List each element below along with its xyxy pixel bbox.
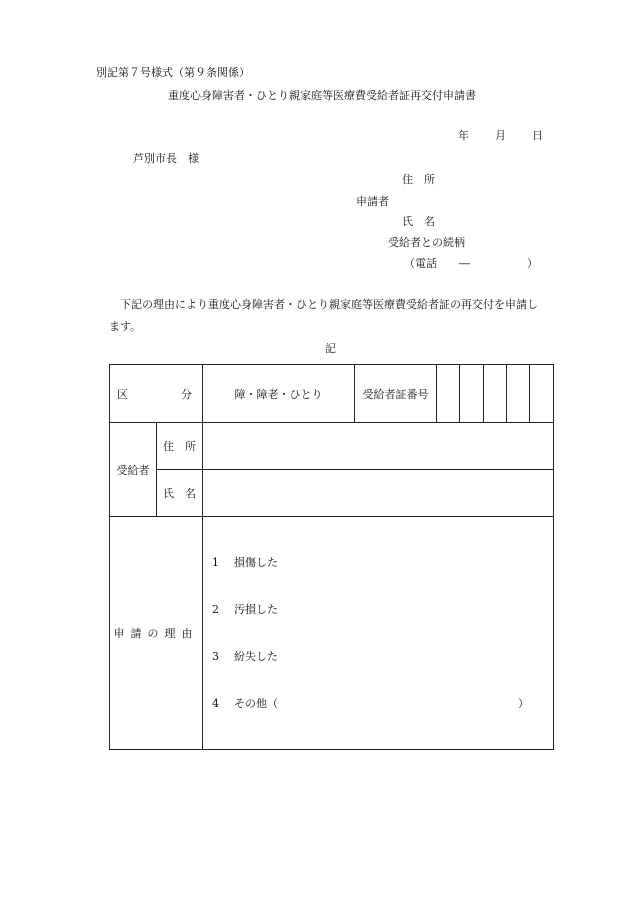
applicant-name-label: 氏 名 [402, 215, 435, 228]
application-table [109, 364, 554, 750]
phone-label: （電話 [404, 257, 437, 270]
recipient-label: 受給者 [110, 423, 157, 517]
reason-option-1[interactable]: 1 損傷した [212, 556, 278, 569]
reason-option-2[interactable]: 2 汚損した [212, 603, 278, 616]
date-year: 年 [458, 129, 469, 142]
category-cell: 障・障老・ひとり [203, 365, 355, 423]
phone-close: ） [527, 257, 538, 270]
applicant-label: 申請者 [356, 195, 389, 208]
cert-digit-box-2[interactable] [460, 365, 484, 423]
cert-digit-box-1[interactable] [437, 365, 460, 423]
kubun-cell [110, 365, 203, 423]
recipient-name-label: 氏 名 [157, 470, 203, 517]
relation-label: 受給者との続柄 [388, 236, 465, 249]
recipient-name-field[interactable] [203, 470, 554, 517]
cert-digit-box-4[interactable] [507, 365, 530, 423]
phone-dash: ― [459, 257, 470, 270]
cert-number-label: 受給者証番号 [355, 365, 437, 423]
cert-digit-box-3[interactable] [484, 365, 507, 423]
document-title: 重度心身障害者・ひとり親家庭等医療費受給者証再交付申請書 [168, 89, 476, 102]
addressee: 芦別市長 様 [133, 152, 199, 165]
reason-option-3[interactable]: 3 紛失した [212, 650, 278, 663]
recipient-address-label: 住 所 [157, 423, 203, 470]
reason-other-close: ） [518, 697, 529, 710]
kubun-label-1: 区 [117, 387, 128, 401]
date-month: 月 [495, 129, 506, 142]
body-line-2: ます。 [109, 320, 142, 333]
reason-option-4[interactable]: 4 その他（ ） [212, 680, 553, 727]
form-number: 別記第７号様式（第９条関係） [96, 66, 250, 79]
body-line-1: 下記の理由により重度心身障害者・ひとり親家庭等医療費受給者証の再交付を申請し [120, 298, 538, 311]
ki-label: 記 [325, 342, 336, 355]
reason-label: 申請の理由 [110, 517, 203, 750]
cert-digit-box-5[interactable] [530, 365, 554, 423]
kubun-label-2: 分 [181, 387, 192, 401]
applicant-address-label: 住 所 [402, 173, 435, 186]
reason-options [203, 517, 554, 750]
date-day: 日 [532, 129, 543, 142]
recipient-address-field[interactable] [203, 423, 554, 470]
